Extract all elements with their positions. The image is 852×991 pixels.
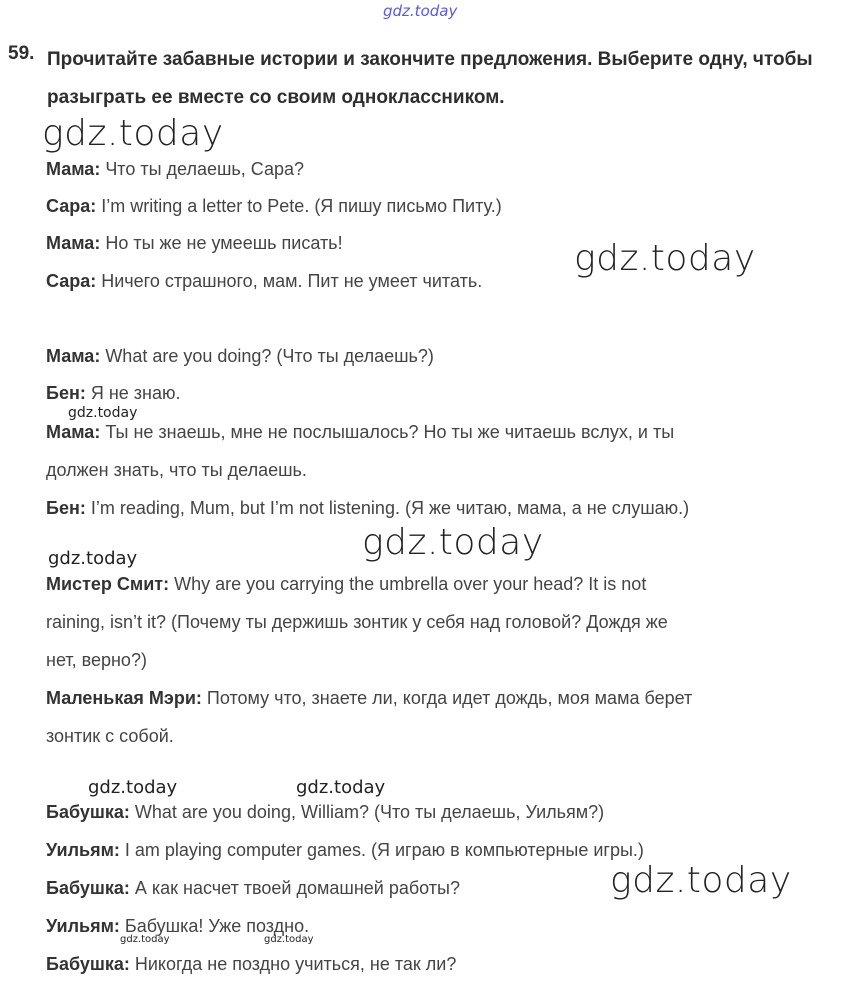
- speaker-name: Мама:: [46, 233, 101, 253]
- line-text: Но ты же не умеешь писать!: [100, 233, 343, 253]
- speaker-name: Мистер Смит:: [46, 574, 170, 594]
- line-text: Why are you carrying the umbrella over your head? It is not: [169, 574, 647, 594]
- speaker-name: Мама:: [46, 159, 101, 179]
- watermark: gdz.today: [88, 777, 178, 798]
- dialogue-line: [46, 572, 646, 596]
- speaker-name: Уильям:: [46, 840, 120, 860]
- watermark: gdz.today: [120, 934, 170, 945]
- speaker-name: Бабушка:: [46, 802, 130, 822]
- speaker-name: Маленькая Мэри:: [46, 688, 202, 708]
- watermark-top: gdz.today: [383, 2, 458, 20]
- speaker-name: Сара:: [46, 271, 97, 291]
- dialogue-line: [46, 800, 604, 824]
- dialogue-line: [46, 344, 434, 368]
- line-text: Бабушка! Уже поздно.: [119, 916, 310, 936]
- line-text: нет, верно?): [46, 650, 147, 670]
- line-text: What are you doing, William? (Что ты делаешь, Уильям?): [129, 802, 605, 822]
- speaker-name: Уильям:: [46, 916, 120, 936]
- line-text: А как насчет твоей домашней работы?: [129, 878, 460, 898]
- task-instruction: Прочитайте забавные истории и закончите предложения. Выберите одну, чтобы разыграть ее вместе со своим одноклассником.: [47, 49, 813, 108]
- dialogue-line: [46, 381, 181, 405]
- watermark: gdz.today: [48, 548, 138, 569]
- watermark: gdz.today: [264, 934, 314, 945]
- dialogue-line: [46, 231, 343, 255]
- dialogue-line: [46, 420, 674, 444]
- dialogue-line: [46, 838, 644, 862]
- watermark: gdz.today: [362, 522, 544, 563]
- watermark: gdz.today: [42, 113, 224, 154]
- speaker-name: Сара:: [46, 196, 97, 216]
- dialogue-line: [46, 157, 304, 181]
- speaker-name: Бен:: [46, 383, 86, 403]
- dialogue-line: [46, 952, 456, 976]
- watermark: gdz.today: [296, 777, 386, 798]
- line-text: зонтик с собой.: [46, 726, 174, 746]
- line-text: должен знать, что ты делаешь.: [46, 460, 307, 480]
- dialogue-line: [46, 610, 668, 634]
- line-text: I’m reading, Mum, but I’m not listening. (Я же читаю, мама, а не слушаю.): [85, 498, 690, 518]
- dialogue-line: [46, 724, 174, 748]
- dialogue-line: [46, 269, 482, 293]
- line-text: Ты не знаешь, мне не послышалось? Но ты же читаешь вслух, и ты: [100, 422, 675, 442]
- line-text: Никогда не поздно учиться, не так ли?: [129, 954, 457, 974]
- line-text: I’m writing a letter to Pete. (Я пишу письмо Питу.): [96, 196, 502, 216]
- line-text: Что ты делаешь, Сара?: [100, 159, 305, 179]
- line-text: raining, isn’t it? (Почему ты держишь зонтик у себя над головой? Дождя же: [46, 612, 668, 632]
- line-text: What are you doing? (Что ты делаешь?): [100, 346, 434, 366]
- dialogue-line: [46, 496, 689, 520]
- speaker-name: Бабушка:: [46, 878, 130, 898]
- speaker-name: Мама:: [46, 422, 101, 442]
- line-text: I am playing computer games. (Я играю в компьютерные игры.): [119, 840, 644, 860]
- dialogue-line: [46, 648, 147, 672]
- watermark: gdz.today: [574, 238, 756, 279]
- speaker-name: Мама:: [46, 346, 101, 366]
- dialogue-line: [46, 194, 502, 218]
- dialogue-line: [46, 458, 307, 482]
- watermark: gdz.today: [68, 405, 138, 421]
- line-text: Потому что, знаете ли, когда идет дождь, моя мама берет: [201, 688, 693, 708]
- watermark: gdz.today: [610, 860, 792, 901]
- line-text: Я не знаю.: [85, 383, 181, 403]
- speaker-name: Бабушка:: [46, 954, 130, 974]
- task-number: 59.: [8, 43, 35, 64]
- dialogue-line: [46, 914, 309, 938]
- speaker-name: Бен:: [46, 498, 86, 518]
- dialogue-line: [46, 686, 692, 710]
- line-text: Ничего страшного, мам. Пит не умеет читать.: [96, 271, 483, 291]
- dialogue-line: [46, 876, 460, 900]
